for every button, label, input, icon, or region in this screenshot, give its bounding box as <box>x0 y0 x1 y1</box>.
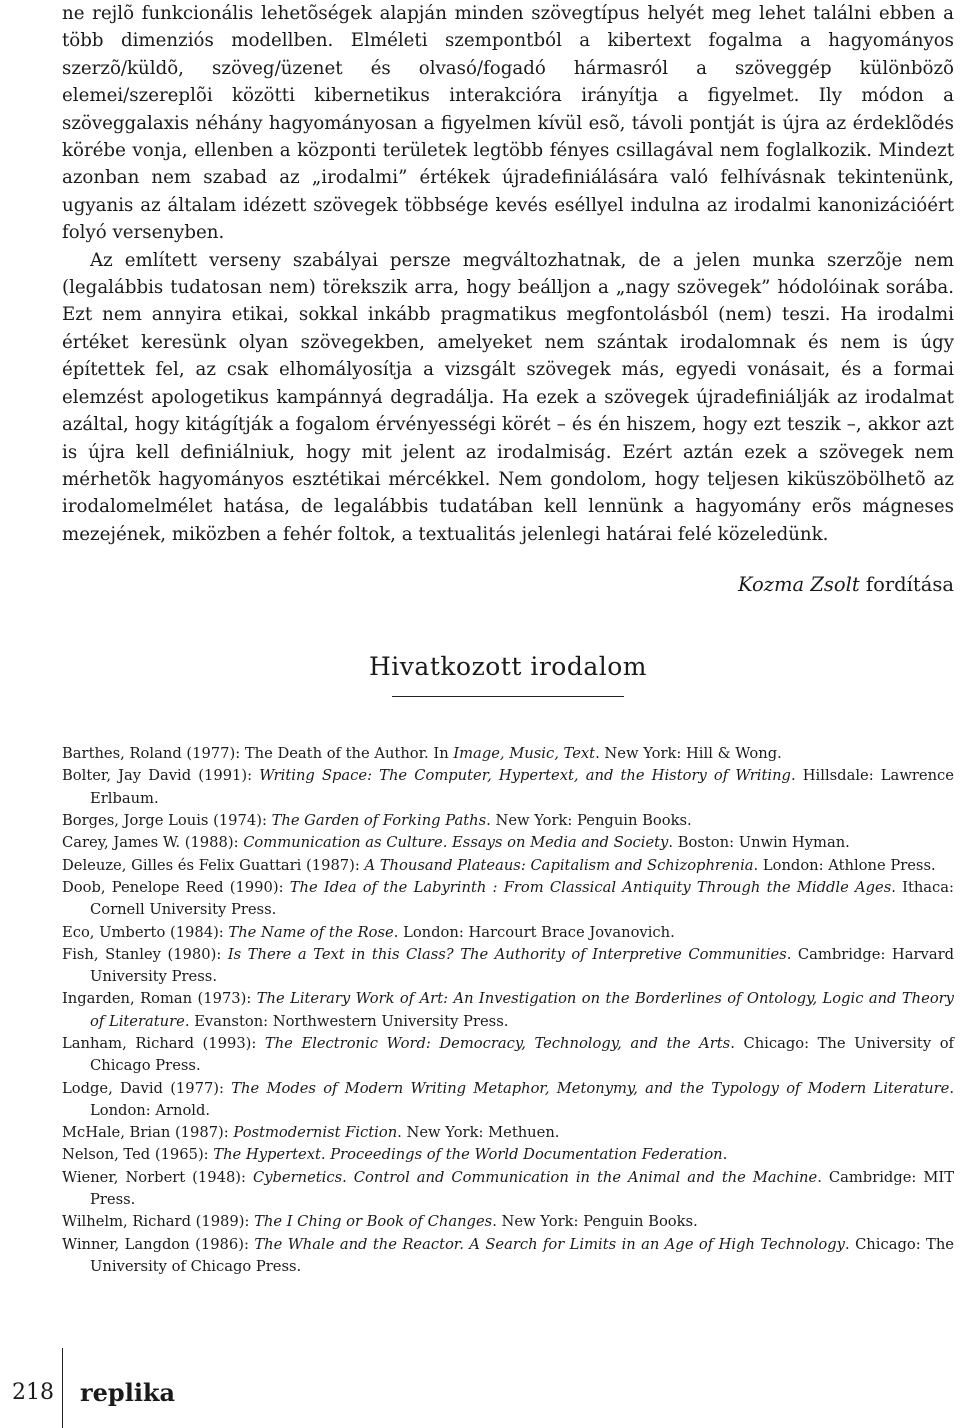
page-number: 218 <box>12 1380 54 1405</box>
reference-item: Carey, James W. (1988): Communication as Culture. Essays on Media and Society. Boston: Unwin Hyman. <box>62 834 850 852</box>
reference-item: Lodge, David (1977): The Modes of Modern Writing Metaphor, Metonymy, and the Typology of Modern Literature. London: Arnold. <box>62 1079 955 1119</box>
reference-item: Wilhelm, Richard (1989): The I Ching or Book of Changes. New York: Penguin Books. <box>62 1213 698 1231</box>
reference-item: Fish, Stanley (1980): Is There a Text in this Class? The Authority of Interpretive Communities. Cambridge: Harvard University Press. <box>62 945 954 986</box>
translator-name: Kozma Zsolt <box>737 573 860 597</box>
translator-credit <box>62 572 954 598</box>
reference-item: Eco, Umberto (1984): The Name of the Rose. London: Harcourt Brace Jovanovich. <box>62 923 675 941</box>
reference-item: Lanham, Richard (1993): The Electronic Word: Democracy, Technology, and the Arts. Chicago: The University of Chicago Press. <box>62 1034 954 1075</box>
body-paragraph-2: Az említett verseny szabályai persze megváltozhatnak, de a jelen munka szerzõje nem (legalábbis tudatosan nem) törekszik arra, hogy beálljon a „nagy szövegek” hódolóinak sorába. Ezt nem annyira etikai, sokkal inkább pragmatikus megfontolásból (nem) teszi. Ha irodalmi értéket keresünk olyan szövegekben, amelyeket nem szántak irodalomnak és nem is úgy építettek fel, az csak elhomályosítja a vizsgált szövegek más, egyedi vonásait, és a formai elemzést apologetikus kampánnyá degradálja. Ha ezek a szövegek újradefiniálják az irodalmat azáltal, hogy kitágítják a fogalom érvényességi körét – és én hiszem, hogy ezt teszik –, akkor azt is újra kell definiálniuk, hogy mit jelent az irodalmiság. Ezért aztán ezek a szövegek nem mérhetõk hagyományos esztétikai mércékkel. Nem gondolom, hogy teljesen kiküszöbölhetõ az irodalomelmélet hatása, de legalábbis tudatában kell lennünk a hagyomány erõs mágneses mezejének, miközben a fehér foltok, a textualitás jelenlegi határai felé közeledünk. <box>62 249 954 545</box>
reference-item: Wiener, Norbert (1948): Cybernetics. Control and Communication in the Animal and the Machine. Cambridge: MIT Press. <box>62 1168 954 1209</box>
reference-item: Ingarden, Roman (1973): The Literary Work of Art: An Investigation on the Borderlines of Ontology, Logic and Theory of Literature. Evanston: Northwestern University Press. <box>62 990 954 1030</box>
references-heading: Hivatkozott irodalom <box>369 652 647 682</box>
reference-item: Doob, Penelope Reed (1990): The Idea of the Labyrinth : From Classical Antiquity Through the Middle Ages. Ithaca: Cornell University Press. <box>62 878 954 919</box>
reference-item: Bolter, Jay David (1991): Writing Space: The Computer, Hypertext, and the History of Writing. Hillsdale: Lawrence Erlbaum. <box>62 767 954 807</box>
page-footer <box>0 1348 960 1428</box>
journal-name: replika <box>80 1378 176 1407</box>
reference-item: McHale, Brian (1987): Postmodernist Fiction. New York: Methuen. <box>62 1124 560 1142</box>
references-list <box>62 743 954 1278</box>
heading-divider <box>392 696 624 697</box>
reference-item: Barthes, Roland (1977): The Death of the Author. In Image, Music, Text. New York: Hill & Wong. <box>62 745 782 763</box>
footer-divider <box>62 1348 63 1428</box>
reference-item: Borges, Jorge Louis (1974): The Garden of Forking Paths. New York: Penguin Books. <box>62 812 692 830</box>
reference-item: Deleuze, Gilles és Felix Guattari (1987): A Thousand Plateaus: Capitalism and Schizophrenia. London: Athlone Press. <box>62 856 936 874</box>
body-paragraph-1: ne rejlõ funkcionális lehetõségek alapján minden szövegtípus helyét meg lehet találni ebben a több dimenziós modellben. Elméleti szempontból a kibertext fogalma a hagyományos szerzõ/küldõ, szöveg/üzenet és olvasó/fogadó hármasról a szöveggép különbözõ elemei/szereplõi közötti kibernetikus interakcióra irányítja a figyelmet. Ily módon a szöveggalaxis néhány hagyományosan a figyelmen kívül esõ, távoli pontját is újra az érdeklõdés körébe vonja, ellenben a központi területek legtöbb fényes csillagával nem foglalkozik. Mindezt azonban nem szabad az „irodalmi” értékek újradefiniálására való felhívásnak tekintenünk, ugyanis az általam idézett szövegek többsége kevés eséllyel indulna az irodalmi kanonizációért folyó versenyben. <box>62 3 954 244</box>
reference-item: Nelson, Ted (1965): The Hypertext. Proceedings of the World Documentation Federation. <box>62 1146 728 1164</box>
page-content <box>62 0 954 1278</box>
translator-suffix: fordítása <box>859 573 954 597</box>
reference-item: Winner, Langdon (1986): The Whale and the Reactor. A Search for Limits in an Age of High Technology. Chicago: The University of Chicago Press. <box>62 1235 955 1275</box>
